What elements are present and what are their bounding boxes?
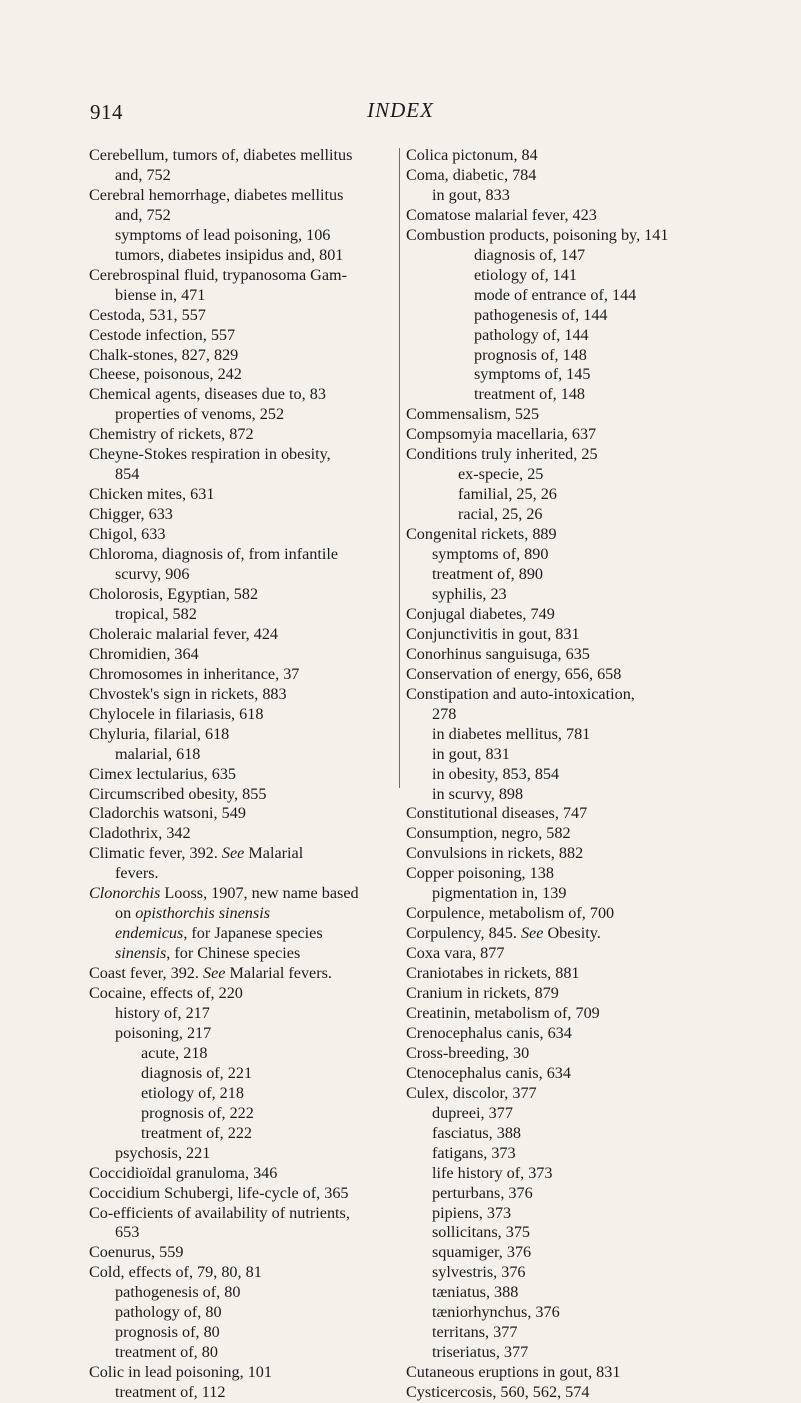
index-entry-line: Chromosomes in inheritance, 37: [89, 664, 300, 683]
index-entry-line: Congenital rickets, 889: [406, 525, 557, 544]
index-entry-line: sollicitans, 375: [432, 1223, 531, 1242]
index-entry-line: history of, 217: [115, 1003, 210, 1022]
index-entry: [406, 306, 712, 326]
index-entry: [89, 984, 394, 1004]
index-entry: [89, 765, 394, 785]
index-entry: [89, 385, 394, 405]
index-entry: [406, 445, 712, 465]
index-entry-line: Corpulence, metabolism of, 700: [406, 904, 615, 923]
index-entry: [406, 1303, 712, 1323]
index-entry-line: in obesity, 853, 854: [432, 764, 560, 783]
index-entry-line: and, 752: [115, 165, 171, 184]
index-entry-line: Chemical agents, diseases due to, 83: [89, 385, 326, 404]
index-entry: [406, 1363, 712, 1383]
index-entry: [89, 804, 394, 824]
index-entry: [406, 745, 712, 765]
column-divider: [399, 148, 400, 788]
index-entry-line: Coast fever, 392. See Malarial fevers.: [89, 964, 332, 983]
index-entry-line: and, 752: [115, 205, 171, 224]
index-entry-line: Cladothrix, 342: [89, 824, 191, 843]
index-entry: [406, 1104, 712, 1124]
index-entry: [89, 1144, 394, 1164]
index-entry-line: sinensis, for Chinese species: [115, 944, 301, 963]
index-entry-line: Conservation of energy, 656, 658: [406, 664, 622, 683]
index-entry-line: symptoms of, 145: [474, 365, 591, 384]
index-entry-line: Cysticercosis, 560, 562, 574: [406, 1383, 590, 1402]
index-entry-line: Cladorchis watsoni, 549: [89, 804, 246, 823]
index-entry: [406, 206, 712, 226]
index-entry: [406, 326, 712, 346]
index-entry-line: 653: [115, 1223, 140, 1242]
index-entry-line: treatment of, 80: [115, 1343, 218, 1362]
index-entry: [406, 685, 712, 725]
index-entry-line: Cerebrospinal fluid, trypanosoma Gam-: [89, 265, 348, 284]
index-entry-line: malarial, 618: [115, 744, 201, 763]
index-entry-line: treatment of, 890: [432, 565, 544, 584]
index-entry: [406, 984, 712, 1004]
index-entry-line: Cross-breeding, 30: [406, 1043, 530, 1062]
index-entry: [89, 1263, 394, 1283]
index-entry-line: Cheyne-Stokes respiration in obesity,: [89, 445, 331, 464]
index-entry-line: Chvostek's sign in rickets, 883: [89, 684, 287, 703]
index-entry: [406, 166, 712, 186]
index-entry: [89, 1024, 394, 1044]
index-entry-line: fevers.: [115, 864, 159, 883]
index-entry-line: Ctenocephalus canis, 634: [406, 1063, 571, 1082]
index-entry: [406, 465, 712, 485]
index-entry: [406, 405, 712, 425]
index-entry-line: tæniorhynchus, 376: [432, 1303, 560, 1322]
index-entry: [406, 1004, 712, 1024]
index-entry-line: triseriatus, 377: [432, 1343, 529, 1362]
index-entry: [406, 785, 712, 805]
index-entry: [89, 1184, 394, 1204]
index-entry-line: Creatinin, metabolism of, 709: [406, 1003, 600, 1022]
index-entry-line: psychosis, 221: [115, 1143, 211, 1162]
index-entry: [89, 1303, 394, 1323]
index-entry: [89, 1044, 394, 1064]
index-entry-line: Cranium in rickets, 879: [406, 984, 559, 1003]
index-entry: [89, 306, 394, 326]
index-entry: [406, 545, 712, 565]
index-entry: [89, 346, 394, 366]
index-entry: [89, 1363, 394, 1383]
index-entry: [406, 146, 712, 166]
index-entry-line: fatigans, 373: [432, 1143, 516, 1162]
index-entry-line: in gout, 833: [432, 185, 510, 204]
index-entry: [89, 1124, 394, 1144]
index-entry: [406, 485, 712, 505]
index-entry: [406, 944, 712, 964]
index-entry-line: Chalk-stones, 827, 829: [89, 345, 239, 364]
index-entry: [406, 1044, 712, 1064]
index-entry: [406, 1124, 712, 1144]
index-entry: [89, 585, 394, 605]
index-entry: [89, 665, 394, 685]
index-entry-line: endemicus, for Japanese species: [115, 924, 323, 943]
index-entry-line: racial, 25, 26: [458, 505, 543, 524]
index-entry-line: fasciatus, 388: [432, 1123, 522, 1142]
index-entry-line: Circumscribed obesity, 855: [89, 784, 267, 803]
index-entry: [406, 1204, 712, 1224]
index-entry-line: prognosis of, 80: [115, 1323, 220, 1342]
index-entry: [406, 266, 712, 286]
index-entry: [89, 1323, 394, 1343]
index-entry-line: Colica pictonum, 84: [406, 146, 538, 164]
index-entry-line: in diabetes mellitus, 781: [432, 724, 591, 743]
index-entry: [406, 864, 712, 884]
index-entry-line: Chemistry of rickets, 872: [89, 425, 254, 444]
index-entry-line: pigmentation in, 139: [432, 884, 567, 903]
index-entry: [406, 1184, 712, 1204]
index-entry-line: 278: [432, 704, 457, 723]
index-entry: [89, 146, 394, 186]
index-entry-line: Cestoda, 531, 557: [89, 305, 206, 324]
index-entry-line: treatment of, 112: [115, 1383, 226, 1402]
index-entry: [406, 1283, 712, 1303]
index-entry: [89, 545, 394, 585]
index-entry: [89, 266, 394, 306]
index-entry-line: life history of, 373: [432, 1163, 553, 1182]
index-entry-line: Conditions truly inherited, 25: [406, 445, 598, 464]
page-number: 914: [90, 100, 123, 124]
index-entry: [406, 844, 712, 864]
index-entry-line: tæniatus, 388: [432, 1283, 519, 1302]
index-entry: [89, 1243, 394, 1263]
index-entry: [89, 425, 394, 445]
index-entry-line: Chigol, 633: [89, 525, 166, 544]
index-entry-line: biense in, 471: [115, 285, 206, 304]
index-entry-line: Colic in lead poisoning, 101: [89, 1363, 272, 1382]
index-entry: [406, 1343, 712, 1363]
index-entry-line: Chyluria, filarial, 618: [89, 724, 230, 743]
index-entry: [406, 645, 712, 665]
index-entry-line: Constitutional diseases, 747: [406, 804, 588, 823]
index-entry-line: Coxa vara, 877: [406, 944, 505, 963]
index-entry-line: on opisthorchis sinensis: [115, 904, 270, 923]
index-entry-line: treatment of, 148: [474, 385, 586, 404]
index-column-left: [89, 146, 394, 1403]
index-entry: [89, 605, 394, 625]
index-entry-line: Culex, discolor, 377: [406, 1083, 537, 1102]
index-entry: [406, 186, 712, 206]
index-entry-line: Cimex lectularius, 635: [89, 764, 237, 783]
index-entry: [406, 804, 712, 824]
index-entry-line: Coma, diabetic, 784: [406, 165, 537, 184]
index-entry-line: Cocaine, effects of, 220: [89, 984, 243, 1003]
index-entry: [89, 326, 394, 346]
index-entry-line: Corpulency, 845. See Obesity.: [406, 924, 601, 943]
index-entry-line: pathogenesis of, 80: [115, 1283, 241, 1302]
index-entry-line: poisoning, 217: [115, 1023, 212, 1042]
index-entry-line: prognosis of, 148: [474, 345, 587, 364]
index-entry-line: Coccidioïdal granuloma, 346: [89, 1163, 278, 1182]
index-entry-line: etiology of, 218: [141, 1083, 244, 1102]
index-entry: [406, 1024, 712, 1044]
index-entry: [89, 705, 394, 725]
index-entry-line: in gout, 831: [432, 744, 510, 763]
index-entry-line: Cestode infection, 557: [89, 325, 236, 344]
index-entry-line: ex-specie, 25: [458, 465, 544, 484]
index-entry-line: acute, 218: [141, 1043, 208, 1062]
index-entry: [406, 385, 712, 405]
index-entry-line: territans, 377: [432, 1323, 518, 1342]
index-entry-line: Conjugal diabetes, 749: [406, 604, 555, 623]
index-entry: [89, 1084, 394, 1104]
index-entry: [89, 445, 394, 485]
index-entry: [406, 246, 712, 266]
index-entry-line: symptoms of, 890: [432, 545, 549, 564]
index-entry-line: treatment of, 222: [141, 1123, 253, 1142]
index-entry: [406, 605, 712, 625]
index-entry-line: pathology of, 80: [115, 1303, 222, 1322]
index-entry-line: Consumption, negro, 582: [406, 824, 571, 843]
index-entry-line: prognosis of, 222: [141, 1103, 254, 1122]
index-entry-line: Conorhinus sanguisuga, 635: [406, 644, 590, 663]
index-entry-line: properties of venoms, 252: [115, 405, 285, 424]
index-entry: [89, 1164, 394, 1184]
index-entry: [89, 1343, 394, 1363]
index-entry: [406, 1084, 712, 1104]
index-entry-line: Constipation and auto-intoxication,: [406, 684, 635, 703]
index-entry: [406, 226, 712, 246]
index-entry: [406, 346, 712, 366]
index-entry: [89, 1064, 394, 1084]
index-entry: [406, 765, 712, 785]
index-column-right: [406, 146, 712, 1403]
index-entry-line: Coccidium Schubergi, life-cycle of, 365: [89, 1183, 349, 1202]
index-entry-line: Convulsions in rickets, 882: [406, 844, 584, 863]
index-entry: [406, 924, 712, 944]
index-entry: [89, 1004, 394, 1024]
index-entry-line: Clonorchis Looss, 1907, new name based: [89, 884, 359, 903]
index-entry: [406, 565, 712, 585]
index-entry: [89, 884, 394, 964]
index-entry: [406, 1064, 712, 1084]
index-entry: [89, 1204, 394, 1244]
index-entry: [89, 785, 394, 805]
index-entry-line: Compsomyia macellaria, 637: [406, 425, 597, 444]
index-entry: [406, 904, 712, 924]
index-entry: [406, 525, 712, 545]
index-entry-line: Cold, effects of, 79, 80, 81: [89, 1263, 262, 1282]
index-entry: [89, 186, 394, 226]
index-entry: [89, 844, 394, 884]
running-head: INDEX: [367, 98, 434, 122]
index-entry: [89, 405, 394, 425]
index-entry: [406, 1243, 712, 1263]
index-entry: [406, 625, 712, 645]
index-entry: [406, 725, 712, 745]
index-entry-line: Cheese, poisonous, 242: [89, 365, 242, 384]
index-entry: [89, 365, 394, 385]
index-entry: [406, 1383, 712, 1403]
index-entry: [89, 824, 394, 844]
index-entry: [89, 1283, 394, 1303]
index-entry-line: dupreei, 377: [432, 1103, 513, 1122]
index-entry-line: Chicken mites, 631: [89, 485, 215, 504]
index-entry-line: Choleraic malarial fever, 424: [89, 624, 279, 643]
index-entry: [406, 884, 712, 904]
index-entry-line: Chloroma, diagnosis of, from infantile: [89, 545, 339, 564]
index-entry-line: Craniotabes in rickets, 881: [406, 964, 580, 983]
index-entry-line: Chigger, 633: [89, 505, 173, 524]
index-entry-line: tropical, 582: [115, 604, 197, 623]
index-entry: [406, 505, 712, 525]
index-entry-line: Climatic fever, 392. See Malarial: [89, 844, 304, 863]
index-entry-line: Co-efficients of availability of nutrients,: [89, 1203, 350, 1222]
index-entry: [406, 425, 712, 445]
index-entry-line: Comatose malarial fever, 423: [406, 205, 597, 224]
index-entry-line: sylvestris, 376: [432, 1263, 526, 1282]
index-entry: [89, 485, 394, 505]
index-entry-line: pathology of, 144: [474, 325, 589, 344]
index-entry-line: Cholorosis, Egyptian, 582: [89, 584, 259, 603]
index-entry: [89, 964, 394, 984]
index-entry-line: Commensalism, 525: [406, 405, 540, 424]
index-entry-line: diagnosis of, 147: [474, 245, 586, 264]
index-entry-line: Cerebellum, tumors of, diabetes mellitus: [89, 146, 353, 164]
index-entry-line: Cerebral hemorrhage, diabetes mellitus: [89, 185, 344, 204]
index-entry-line: scurvy, 906: [115, 565, 190, 584]
index-entry: [89, 1383, 394, 1403]
index-entry-line: syphilis, 23: [432, 584, 507, 603]
index-entry: [406, 665, 712, 685]
index-entry: [89, 725, 394, 745]
index-entry-line: pathogenesis of, 144: [474, 305, 608, 324]
index-entry-line: mode of entrance of, 144: [474, 285, 637, 304]
index-entry-line: Cutaneous eruptions in gout, 831: [406, 1363, 621, 1382]
index-entry-line: 854: [115, 465, 140, 484]
index-entry-line: Coenurus, 559: [89, 1243, 184, 1262]
index-entry-line: Copper poisoning, 138: [406, 864, 554, 883]
index-entry: [406, 964, 712, 984]
index-entry: [89, 625, 394, 645]
index-entry-line: Conjunctivitis in gout, 831: [406, 624, 580, 643]
index-entry: [406, 1164, 712, 1184]
index-entry: [406, 585, 712, 605]
index-entry-line: Chromidien, 364: [89, 644, 199, 663]
index-entry-line: Crenocephalus canis, 634: [406, 1023, 572, 1042]
index-entry-line: in scurvy, 898: [432, 784, 524, 803]
index-entry: [89, 505, 394, 525]
index-entry: [406, 1144, 712, 1164]
index-entry: [89, 645, 394, 665]
index-entry: [89, 525, 394, 545]
index-entry: [89, 685, 394, 705]
index-entry: [89, 745, 394, 765]
index-entry: [406, 286, 712, 306]
index-entry: [406, 824, 712, 844]
index-entry: [406, 1223, 712, 1243]
index-entry-line: perturbans, 376: [432, 1183, 533, 1202]
index-entry: [89, 246, 394, 266]
index-entry-line: Chylocele in filariasis, 618: [89, 704, 264, 723]
index-entry-line: etiology of, 141: [474, 265, 577, 284]
index-entry: [406, 1263, 712, 1283]
index-entry: [89, 226, 394, 246]
index-entry-line: symptoms of lead poisoning, 106: [115, 225, 331, 244]
index-entry: [89, 1104, 394, 1124]
index-entry-line: familial, 25, 26: [458, 485, 557, 504]
index-entry-line: pipiens, 373: [432, 1203, 512, 1222]
index-entry: [406, 1323, 712, 1343]
index-entry-line: diagnosis of, 221: [141, 1063, 253, 1082]
index-entry-line: tumors, diabetes insipidus and, 801: [115, 245, 344, 264]
index-entry-line: squamiger, 376: [432, 1243, 532, 1262]
index-entry: [406, 365, 712, 385]
index-entry-line: Combustion products, poisoning by, 141: [406, 225, 669, 244]
